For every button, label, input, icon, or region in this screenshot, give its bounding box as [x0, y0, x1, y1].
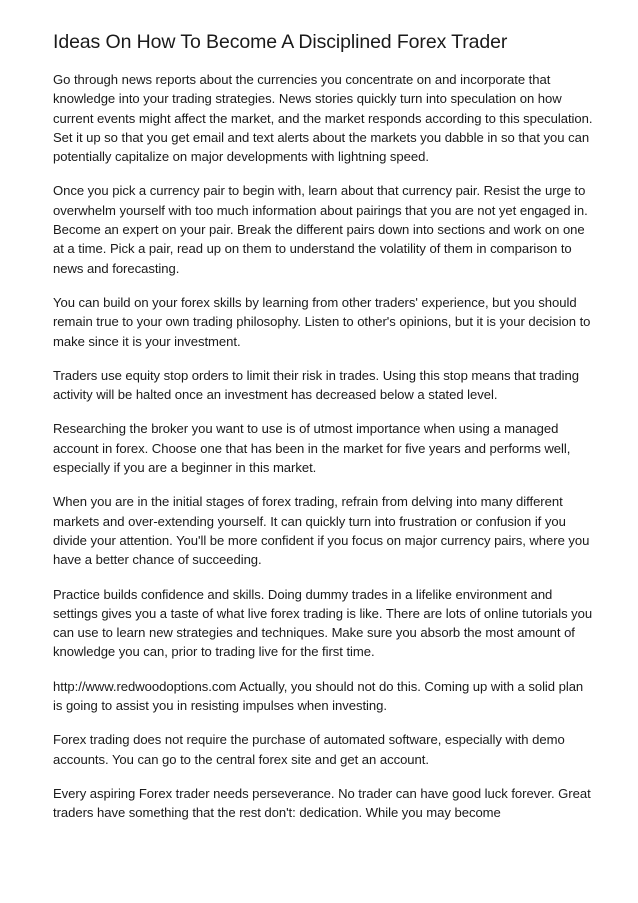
paragraph-automated-software: Forex trading does not require the purchase of automated software, especially with demo accounts. You can go to the central forex site and get an account. — [53, 732, 565, 767]
paragraph-practice: Practice builds confidence and skills. Doing dummy trades in a lifelike environment and settings gives you a taste of what live forex trading is like. There are lots of online tutorials you can use to learn new strategies and techniques. Make sure you absorb the most amount of knowledge you can, prior to trading live for the first time. — [53, 586, 593, 660]
paragraph-perseverance: Every aspiring Forex trader needs perseverance. No trader can have good luck forever. Great traders have something that the rest don't: dedication. While you may become — [53, 785, 591, 821]
paragraph-initial-stages: When you are in the initial stages of forex trading, refrain from delving into many different markets and over-extending yourself. It can quickly turn into frustration or confusion if you divide your attention. You'll be more confident if you focus on major currency pairs, where you have a better chance of succeeding. — [53, 494, 590, 568]
document-page — [53, 30, 593, 838]
paragraph-news-reports: Go through news reports about the currencies you concentrate on and incorporate that knowledge into your trading strategies. News stories quickly turn into speculation on how current events might affect the market, and the market responds according to this speculation. Set it up so that you get email and text alerts about the markets you dabble in so that you can potentially capitalize on major developments with lightning speed. — [53, 72, 593, 165]
paragraph-stop-orders: Traders use equity stop orders to limit their risk in trades. Using this stop means that trading activity will be halted once an investment has decreased below a stated level. — [53, 367, 579, 403]
paragraph-currency-pair: Once you pick a currency pair to begin with, learn about that currency pair. Resist the urge to overwhelm yourself with too much information about pairings that you are not yet engaged in. Become an expert on your pair. Break the different pairs down into sections and work on one at a time. Pick a pair, read up on them to understand the volatility of them in comparison to news and forecasting. — [53, 183, 588, 276]
paragraph-other-traders: You can build on your forex skills by learning from other traders' experience, but you should remain true to your own trading philosophy. Listen to other's opinions, but it is your decision to make since it is your investment. — [53, 294, 591, 349]
paragraph-broker-research: Researching the broker you want to use is of utmost importance when using a managed account in forex. Choose one that has been in the market for five years and performs well, especially if you are a beginner in this market. — [53, 421, 571, 476]
page-title: Ideas On How To Become A Disciplined Forex Trader — [53, 31, 508, 53]
paragraph-solid-plan: http://www.redwoodoptions.com Actually, you should not do this. Coming up with a solid plan is going to assist you in resisting impulses when investing. — [53, 678, 584, 714]
